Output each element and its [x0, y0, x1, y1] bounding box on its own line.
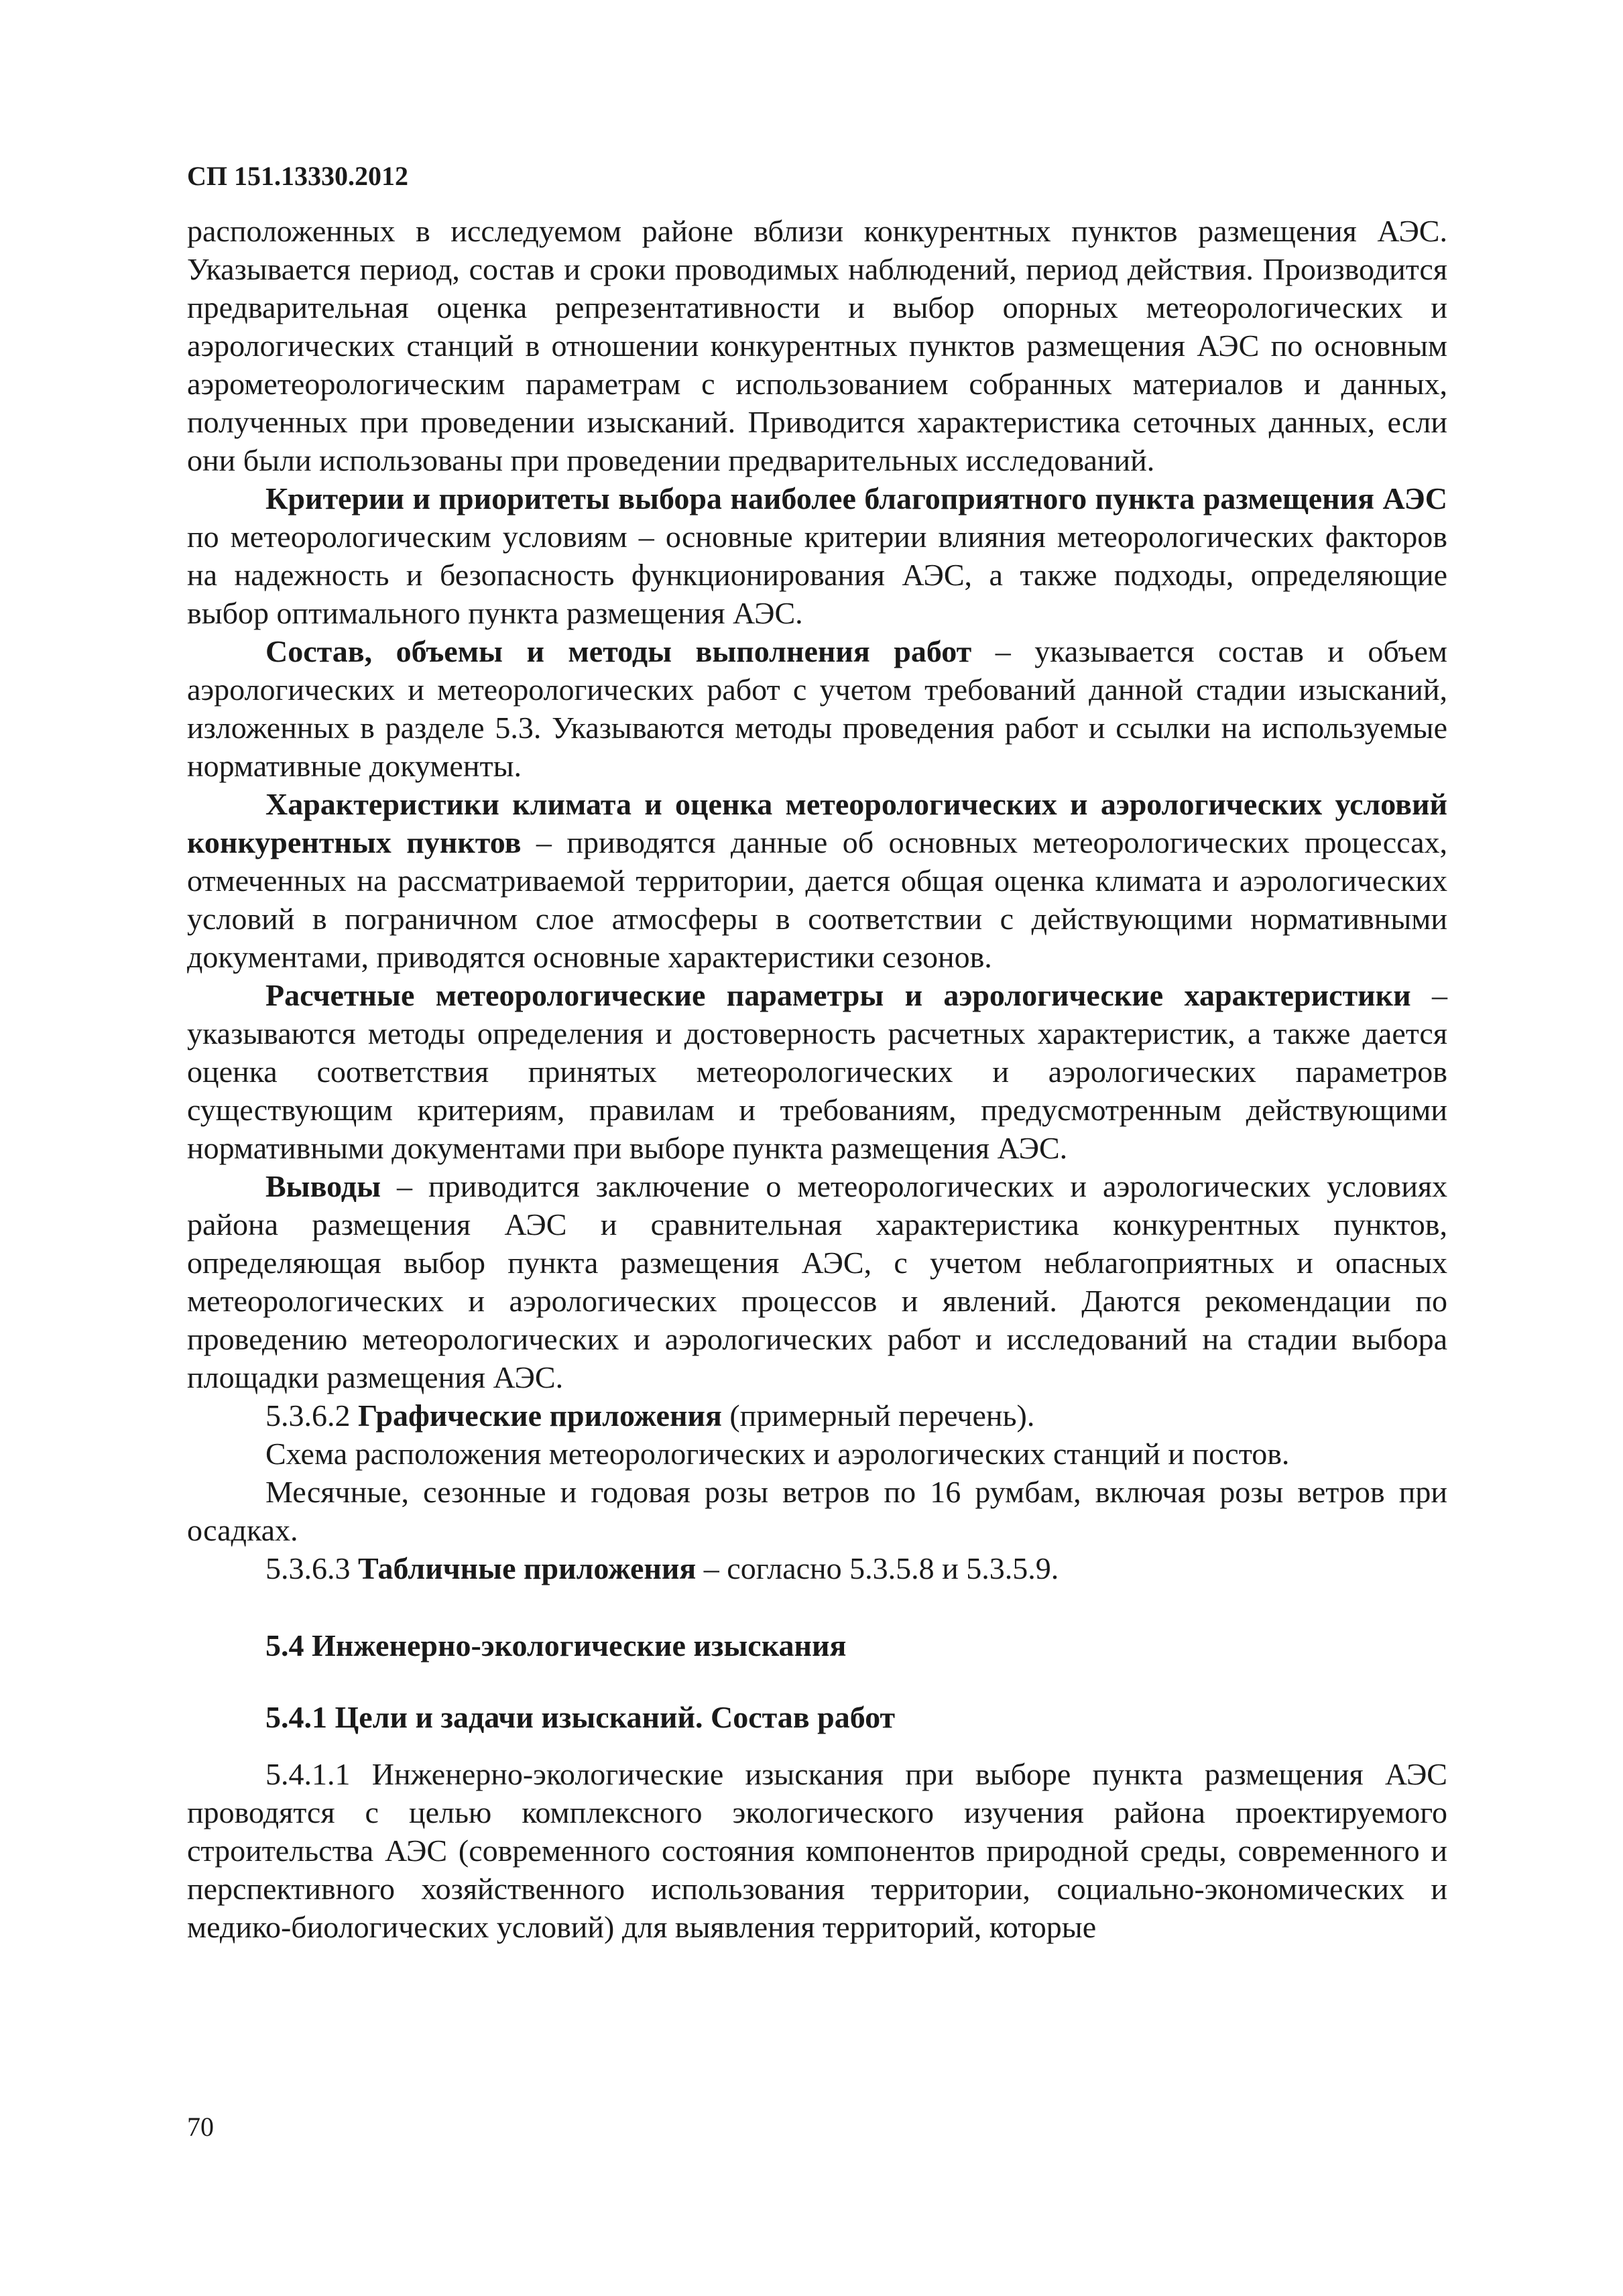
- paragraph-design-parameters: [187, 976, 1447, 1167]
- text-design-parameters: – указываются методы определения и достоверность расчетных характеристик, а также дается оценка соответствия принятых метеорологических и аэрологических параметров существующим критериям, правилам и требованиям, предусмотренным действующими нормативными документами при выборе пункта размещения АЭС.: [187, 978, 1448, 1165]
- term-design-parameters: Расчетные метеорологические параметры и аэрологические характеристики: [265, 978, 1411, 1012]
- term-tabular-appendices: Табличные приложения: [358, 1551, 697, 1585]
- page-number: 70: [187, 2112, 214, 2142]
- text-conclusions: – приводится заключение о метеорологических и аэрологических условиях района размещения АЭС и сравнительная характеристика конкурентных пунктов, определяющая выбор пункта размещения АЭС, с учетом неблагоприятных и опасных метеорологических и аэрологических процессов и явлений. Даются рекомендации по проведению метеорологических и аэрологических работ и исследований на стадии выбора площадки размещения АЭС.: [187, 1169, 1447, 1394]
- paragraph-scope-of-work: [187, 632, 1447, 785]
- subsection-heading: 5.4.1 Цели и задачи изысканий. Состав работ: [265, 1700, 896, 1734]
- document-body: [187, 212, 1447, 1946]
- spacer: [187, 1736, 1447, 1755]
- text-selection-criteria: по метеорологическим условиям – основные критерии влияния метеорологических факторов на надежность и безопасность функционирования АЭС, а также подходы, определяющие выбор оптимального пункта размещения АЭС.: [187, 520, 1447, 630]
- paragraph-graphic-appendices: [187, 1396, 1447, 1435]
- term-graphic-appendices: Графические приложения: [358, 1398, 722, 1433]
- paragraph-tabular-appendices: [187, 1549, 1447, 1587]
- spacer: [187, 1665, 1447, 1698]
- document-code: СП 151.13330.2012: [187, 161, 408, 191]
- paragraph-continuation: расположенных в исследуемом районе вблизи конкурентных пунктов размещения АЭС. Указывается период, состав и сроки проводимых наблюдений, период действия. Производится предварительная оценка репрезентативности и выбор опорных метеорологических и аэрологических станций в отношении конкурентных пунктов размещения АЭС по основным аэрометеорологическим параметрам с использованием собранных материалов и данных, полученных при проведении изысканий. Приводится характеристика сеточных данных, если они были использованы при проведении предварительных исследований.: [187, 214, 1447, 477]
- clause-number: 5.3.6.2: [265, 1398, 358, 1433]
- paragraph-climate-characteristics: [187, 785, 1447, 976]
- text-graphic-appendices: (примерный перечень).: [721, 1398, 1035, 1433]
- term-climate-characteristics: Характеристики климата и оценка метеорологических и аэрологических условий конкурентных пунктов: [187, 787, 1447, 859]
- clause-number: 5.3.6.3: [265, 1551, 358, 1585]
- term-conclusions: Выводы: [265, 1169, 381, 1203]
- section-heading: 5.4 Инженерно-экологические изыскания: [265, 1628, 847, 1663]
- term-scope-of-work: Состав, объемы и методы выполнения работ: [265, 634, 972, 668]
- spacer: [187, 1587, 1447, 1626]
- text-climate-characteristics: – приводятся данные об основных метеорологических процессах, отмеченных на рассматриваемой территории, дается общая оценка климата и аэрологических условий в пограничном слое атмосферы в соответствии с действующими нормативными документами, приводятся основные характеристики сезонов.: [187, 825, 1447, 974]
- paragraph-conclusions: [187, 1167, 1447, 1396]
- paragraph-selection-criteria: [187, 479, 1447, 632]
- paragraph-wind-roses: Месячные, сезонные и годовая розы ветров по 16 румбам, включая розы ветров при осадках.: [187, 1475, 1447, 1547]
- text-scope-of-work: – указывается состав и объем аэрологических и метеорологических работ с учетом требований данной стадии изысканий, изложенных в разделе 5.3. Указываются методы проведения работ и ссылки на используемые нормативные документы.: [187, 634, 1447, 783]
- paragraph-eco-surveys: 5.4.1.1 Инженерно-экологические изыскания при выборе пункта размещения АЭС проводятся с целью комплексного экологического изучения района проектируемого строительства АЭС (современного состояния компонентов природной среды, современного и перспективного хозяйственного использования территории, социально-экономических и медико-биологических условий) для выявления территорий, которые: [187, 1757, 1447, 1944]
- term-selection-criteria: Критерии и приоритеты выбора наиболее благоприятного пункта размещения АЭС: [265, 481, 1447, 516]
- text-tabular-appendices: – согласно 5.3.5.8 и 5.3.5.9.: [696, 1551, 1059, 1585]
- paragraph-station-scheme: Схема расположения метеорологических и аэрологических станций и постов.: [265, 1437, 1290, 1471]
